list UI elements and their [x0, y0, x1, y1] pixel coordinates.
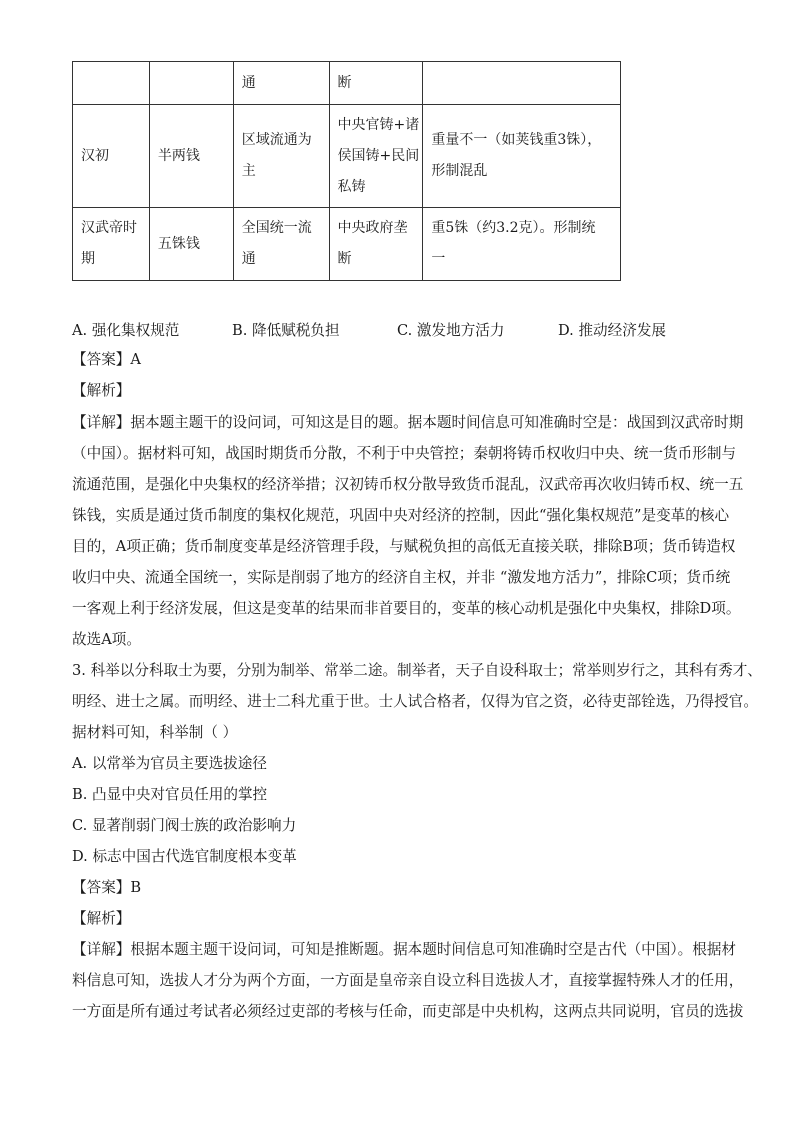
currency-comparison-table	[72, 61, 621, 281]
q2-option-a: A. 强化集权规范	[72, 322, 180, 339]
q3-stem-line: 3. 科举以分科取士为要，分别为制举、常举二途。制举者，天子自设科取士；常举则岁行之，其科有秀才、	[72, 662, 762, 679]
q3-detail-line: 料信息可知，选拔人才分为两个方面，一方面是皇帝亲自设立科目选拔人才，直接掌握特殊人才的任用，	[72, 972, 744, 989]
q3-detail-line: 一方面是所有通过考试者必须经过吏部的考核与任命，而吏部是中央机构，这两点共同说明，官员的选拔	[72, 1003, 744, 1020]
table-cell: 断	[329, 62, 423, 105]
q2-detail-line: 【详解】据本题主题干的设问词，可知这是目的题。据本题时间信息可知准确时空是：战国到汉武帝时期	[72, 414, 744, 431]
q2-detail-line: 铢钱，实质是通过货币制度的集权化规范，巩固中央对经济的控制，因此“强化集权规范”是变革的核心	[72, 507, 730, 524]
q2-detail-line: （中国）。据材料可知，战国时期货币分散，不利于中央管控；秦朝将铸币权收归中央、统一货币形制与	[72, 445, 737, 462]
q3-detail-line: 【详解】根据本题主题干设问词，可知是推断题。据本题时间信息可知准确时空是古代（中国）。根据材	[72, 941, 737, 958]
table-row	[73, 208, 621, 281]
q3-option-c: C. 显著削弱门阀士族的政治影响力	[72, 817, 297, 834]
table-cell	[149, 62, 233, 105]
table-cell: 半两钱	[149, 105, 233, 208]
q2-detail-line: 故选A项。	[72, 631, 141, 648]
q2-options	[72, 319, 712, 339]
q2-detail-line: 目的，A项正确；货币制度变革是经济管理手段，与赋税负担的高低无直接关联，排除B项；货币铸造权	[72, 538, 736, 555]
table-cell: 中央官铸+诸 侯国铸+民间 私铸	[329, 105, 423, 208]
table-cell: 汉初	[73, 105, 150, 208]
table-cell	[423, 62, 621, 105]
table-cell: 汉武帝时 期	[73, 208, 150, 281]
table-cell: 全国统一流 通	[233, 208, 329, 281]
table-cell	[73, 62, 150, 105]
q3-option-d: D. 标志中国古代选官制度根本变革	[72, 848, 297, 865]
table-cell: 通	[233, 62, 329, 105]
table-cell: 中央政府垄 断	[329, 208, 423, 281]
q2-detail-line: 一客观上利于经济发展，但这是变革的结果而非首要目的，变革的核心动机是强化中央集权，排除D项。	[72, 600, 741, 617]
table-row	[73, 105, 621, 208]
table-cell: 区域流通为 主	[233, 105, 329, 208]
q3-stem-line: 据材料可知，科举制（ ）	[72, 724, 238, 741]
q3-stem-line: 明经、进士之属。而明经、进士二科尤重于世。士人试合格者，仅得为官之资，必待吏部铨选，乃得授官。	[72, 693, 758, 710]
q2-analysis-label: 【解析】	[72, 382, 131, 399]
q2-detail-line: 流通范围，是强化中央集权的经济举措；汉初铸币权分散导致货币混乱，汉武帝再次收归铸币权、统一五	[72, 476, 744, 493]
q2-answer: 【答案】A	[72, 351, 141, 368]
q3-option-a: A. 以常举为官员主要选拔途径	[72, 755, 267, 772]
q2-option-d: D. 推动经济发展	[558, 322, 667, 339]
table-cell: 重5铢（约3.2克）。形制统 一	[423, 208, 621, 281]
q2-option-c: C. 激发地方活力	[397, 322, 505, 339]
table-cell: 重量不一（如荚钱重3铢）， 形制混乱	[423, 105, 621, 208]
q2-detail-line: 收归中央、流通全国统一，实际是削弱了地方的经济自主权，并非 “激发地方活力”，排除C项；货币统	[72, 569, 731, 586]
q3-analysis-label: 【解析】	[72, 910, 131, 927]
table-cell: 五铢钱	[149, 208, 233, 281]
table-row	[73, 62, 621, 105]
q2-option-b: B. 降低赋税负担	[232, 322, 340, 339]
q3-answer: 【答案】B	[72, 879, 142, 896]
q3-option-b: B. 凸显中央对官员任用的掌控	[72, 786, 268, 803]
